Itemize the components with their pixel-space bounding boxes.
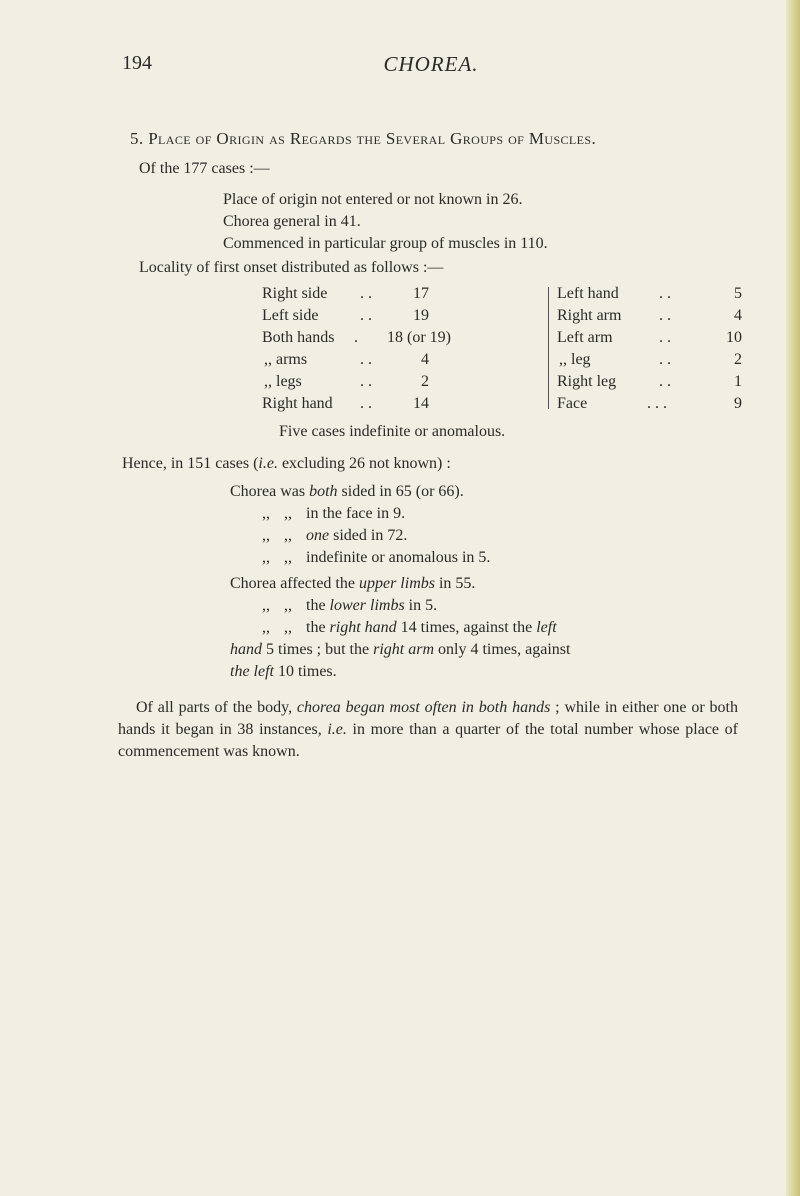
row-dots: . . bbox=[360, 395, 372, 412]
row-label: Face bbox=[557, 395, 588, 412]
table-row bbox=[262, 371, 537, 393]
text-run: only 4 times, against bbox=[434, 641, 571, 658]
onset-table-right-column bbox=[557, 283, 742, 415]
text-run-italic: lower limbs bbox=[329, 597, 405, 614]
row-dots: . . bbox=[360, 351, 372, 368]
intro-line: Of the 177 cases :— bbox=[139, 160, 270, 177]
table-footnote: Five cases indefinite or anomalous. bbox=[279, 423, 506, 440]
right-hand-line-2 bbox=[230, 639, 752, 661]
section-title: 5. Place of Origin as Regards the Several Groups of Muscles. bbox=[130, 129, 597, 148]
row-value: 14 bbox=[413, 395, 429, 412]
page-edge bbox=[786, 0, 800, 1196]
text-run-italic: both bbox=[309, 483, 338, 500]
text-run: indefinite or anomalous in 5. bbox=[306, 549, 491, 566]
row-label: Right leg bbox=[557, 373, 617, 390]
row-label: Left side bbox=[262, 307, 319, 324]
row-value: 18 (or 19) bbox=[387, 329, 451, 346]
row-value: 2 bbox=[734, 351, 742, 368]
row-label: ,, leg bbox=[559, 351, 591, 368]
row-dots: . . bbox=[360, 285, 372, 302]
text-run: ; while in either one or both hands it began in 38 instances, bbox=[118, 699, 739, 738]
origin-line-2: Chorea general in 41. bbox=[223, 213, 361, 230]
table-row bbox=[557, 283, 742, 305]
text-run: in 5. bbox=[404, 597, 438, 614]
indefinite-line bbox=[262, 547, 752, 569]
row-value: 5 bbox=[734, 285, 742, 302]
row-value: 9 bbox=[734, 395, 742, 412]
text-run: Of all parts of the body, bbox=[136, 699, 297, 716]
ditto-mark: ,, bbox=[284, 505, 292, 522]
text-run: in 55. bbox=[434, 575, 476, 592]
text-run-italic: upper limbs bbox=[358, 575, 435, 592]
summary-paragraph bbox=[118, 697, 738, 763]
text-run-italic: hand bbox=[230, 641, 262, 658]
text-run: the bbox=[306, 619, 330, 636]
row-dots: . . bbox=[659, 329, 671, 346]
row-dots: . . bbox=[360, 373, 372, 390]
table-divider bbox=[548, 287, 549, 409]
origin-line-3: Commenced in particular group of muscles in 110. bbox=[223, 235, 548, 252]
text-run: in the face in 9. bbox=[306, 505, 406, 522]
ditto-mark: ,, bbox=[284, 549, 292, 566]
onset-table-left-column bbox=[262, 283, 537, 415]
text-run-italic: right hand bbox=[329, 619, 397, 636]
text-run-italic: the left bbox=[230, 663, 274, 680]
hence-intro bbox=[122, 453, 752, 475]
row-value: 19 bbox=[413, 307, 429, 324]
text-run: sided in 65 (or 66). bbox=[337, 483, 464, 500]
text-run: 10 times. bbox=[273, 663, 337, 680]
row-dots: . . bbox=[360, 307, 372, 324]
row-label: Right side bbox=[262, 285, 328, 302]
ditto-mark: ,, bbox=[284, 619, 292, 636]
text-run-italic: i.e. bbox=[258, 455, 278, 472]
both-sided-line bbox=[230, 481, 752, 503]
onset-table bbox=[262, 283, 742, 415]
table-row bbox=[262, 393, 537, 415]
table-row bbox=[262, 305, 537, 327]
text-run-italic: right arm bbox=[373, 641, 435, 658]
text-run: Chorea affected the bbox=[230, 575, 359, 592]
locality-intro: Locality of first onset distributed as follows :— bbox=[139, 259, 444, 276]
lower-limbs-line bbox=[262, 595, 752, 617]
row-value: 17 bbox=[413, 285, 429, 302]
row-value: 1 bbox=[734, 373, 742, 390]
one-sided-line bbox=[262, 525, 752, 547]
row-dots: . . bbox=[659, 373, 671, 390]
right-hand-line bbox=[262, 617, 752, 639]
text-run: excluding 26 not known) : bbox=[277, 455, 451, 472]
table-row bbox=[557, 305, 742, 327]
row-label: Right arm bbox=[557, 307, 622, 324]
page-number: 194 bbox=[122, 52, 152, 74]
text-run-italic: one bbox=[306, 527, 330, 544]
table-row bbox=[557, 393, 742, 415]
row-dots: . . bbox=[659, 285, 671, 302]
page-header bbox=[122, 52, 740, 82]
text-run-italic: i.e. bbox=[327, 721, 347, 738]
text-run: sided in 72. bbox=[329, 527, 408, 544]
row-label: ,, legs bbox=[264, 373, 302, 390]
table-row bbox=[557, 327, 742, 349]
ditto-mark: ,, bbox=[284, 597, 292, 614]
row-value: 2 bbox=[421, 373, 429, 390]
row-dots: . . bbox=[659, 351, 671, 368]
table-row bbox=[262, 283, 537, 305]
row-value: 4 bbox=[421, 351, 429, 368]
table-row bbox=[262, 349, 537, 371]
ditto-mark: ,, bbox=[262, 527, 270, 544]
ditto-mark: ,, bbox=[262, 549, 270, 566]
text-run-italic: chorea began most often in both hands bbox=[296, 699, 551, 716]
ditto-mark: ,, bbox=[262, 597, 270, 614]
origin-line-1: Place of origin not entered or not known in 26. bbox=[223, 191, 523, 208]
right-hand-line-3 bbox=[230, 661, 752, 683]
ditto-mark: ,, bbox=[284, 527, 292, 544]
row-label: Both hands bbox=[262, 329, 335, 346]
face-line bbox=[262, 503, 752, 525]
row-label: ,, arms bbox=[264, 351, 308, 368]
row-dots: . . . bbox=[647, 395, 667, 412]
text-run: in more than a quarter of the total number whose place of commencement was known. bbox=[118, 721, 739, 760]
row-dots: . bbox=[354, 329, 358, 346]
table-row bbox=[557, 349, 742, 371]
text-run: 14 times, against the bbox=[396, 619, 537, 636]
table-row bbox=[557, 371, 742, 393]
text-run-italic: left bbox=[536, 619, 557, 636]
running-head: CHOREA. bbox=[383, 52, 479, 76]
ditto-mark: ,, bbox=[262, 505, 270, 522]
upper-limbs-line bbox=[230, 573, 752, 595]
text-run: Hence, in 151 cases ( bbox=[122, 455, 259, 472]
row-value: 4 bbox=[734, 307, 742, 324]
row-value: 10 bbox=[726, 329, 742, 346]
page-content bbox=[118, 128, 752, 763]
row-label: Left hand bbox=[557, 285, 619, 302]
row-label: Right hand bbox=[262, 395, 333, 412]
text-run: 5 times ; but the bbox=[262, 641, 374, 658]
row-dots: . . bbox=[659, 307, 671, 324]
text-run: the bbox=[306, 597, 330, 614]
text-run: Chorea was bbox=[230, 483, 310, 500]
table-row bbox=[262, 327, 537, 349]
row-label: Left arm bbox=[557, 329, 613, 346]
ditto-mark: ,, bbox=[262, 619, 270, 636]
